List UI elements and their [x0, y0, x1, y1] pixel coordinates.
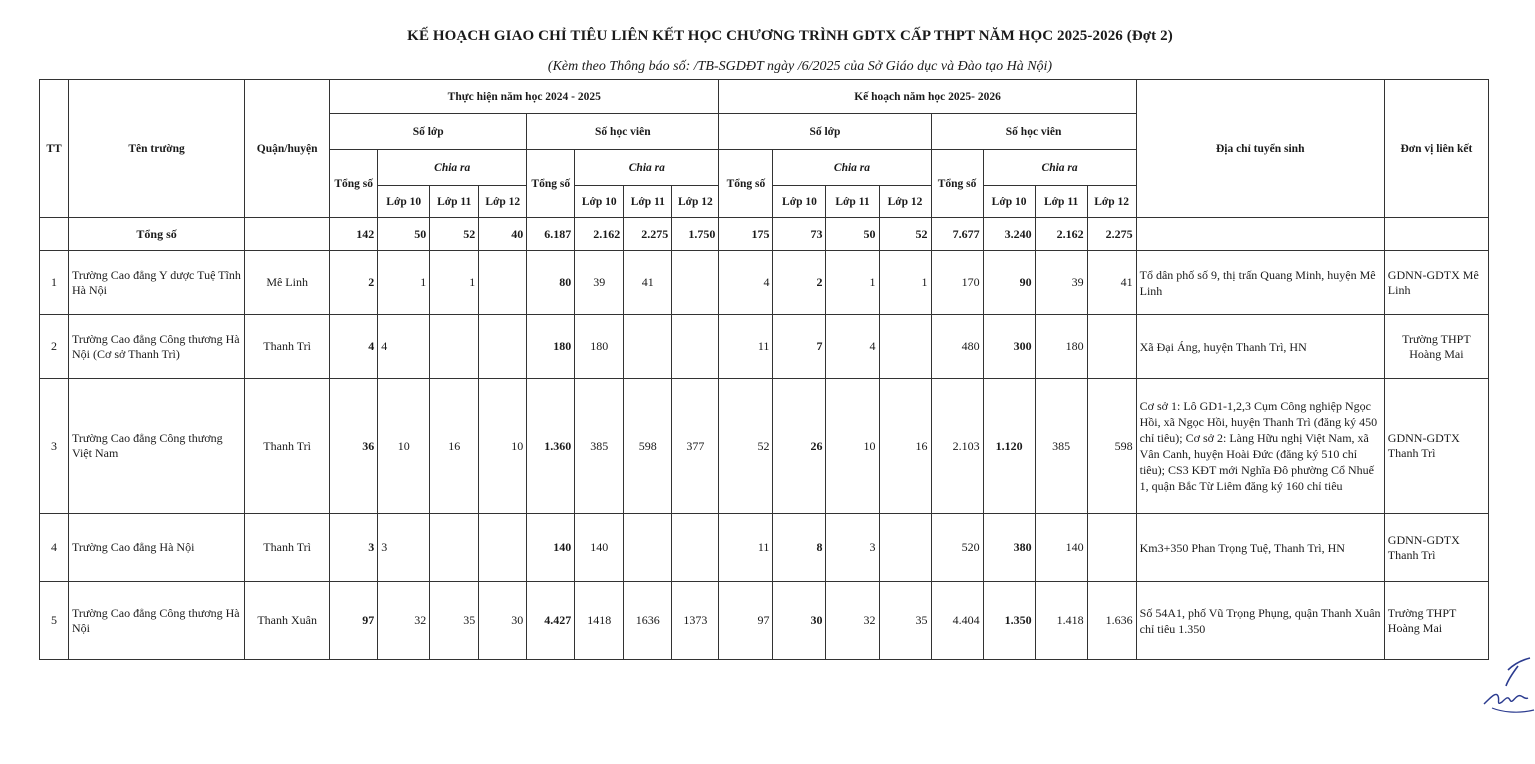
row-tt: 1: [40, 251, 69, 315]
row-cell: 180: [575, 315, 624, 379]
row-cell: 1418: [575, 582, 624, 660]
col-header-students-2024: Số học viên: [527, 114, 719, 150]
totals-label: Tổng số: [69, 218, 245, 251]
row-school: Trường Cao đẳng Công thương Hà Nội: [69, 582, 245, 660]
row-cell: 97: [330, 582, 378, 660]
enrollment-plan-table: [39, 79, 1489, 660]
totals-cell: 175: [719, 218, 773, 251]
row-cell: 8: [773, 514, 826, 582]
col-header-split: Chia ra: [378, 150, 527, 186]
row-cell: [479, 251, 527, 315]
row-cell: 1.350: [983, 582, 1035, 660]
row-school: Trường Cao đẳng Công thương Hà Nội (Cơ sở Thanh Trì): [69, 315, 245, 379]
col-header-grade10: Lớp 10: [575, 186, 624, 218]
row-cell: [430, 514, 479, 582]
totals-cell: 1.750: [672, 218, 719, 251]
row-cell: [1087, 514, 1136, 582]
row-cell: 2: [773, 251, 826, 315]
row-cell: 180: [1035, 315, 1087, 379]
col-header-school: Tên trường: [69, 80, 245, 218]
row-cell: 26: [773, 379, 826, 514]
totals-cell: 6.187: [527, 218, 575, 251]
row-address: Km3+350 Phan Trọng Tuệ, Thanh Trì, HN: [1136, 514, 1384, 582]
row-cell: 4.404: [931, 582, 983, 660]
row-cell: 598: [624, 379, 672, 514]
col-header-split: Chia ra: [773, 150, 931, 186]
row-school: Trường Cao đẳng Công thương Việt Nam: [69, 379, 245, 514]
col-header-total: Tổng số: [931, 150, 983, 218]
totals-cell: 142: [330, 218, 378, 251]
col-header-classes-2024: Số lớp: [330, 114, 527, 150]
row-cell: [430, 315, 479, 379]
row-cell: 7: [773, 315, 826, 379]
totals-cell: 2.162: [1035, 218, 1087, 251]
row-cell: 4: [719, 251, 773, 315]
totals-cell: 50: [826, 218, 879, 251]
row-cell: 1: [378, 251, 430, 315]
totals-cell: 50: [378, 218, 430, 251]
row-cell: 36: [330, 379, 378, 514]
totals-cell: 3.240: [983, 218, 1035, 251]
row-cell: 2: [330, 251, 378, 315]
row-cell: [479, 315, 527, 379]
totals-tt: [40, 218, 69, 251]
row-partner: Trường THPT Hoàng Mai: [1384, 582, 1488, 660]
row-cell: 180: [527, 315, 575, 379]
col-header-grade10: Lớp 10: [378, 186, 430, 218]
col-header-classes-2025: Số lớp: [719, 114, 931, 150]
row-cell: 1.360: [527, 379, 575, 514]
row-cell: 300: [983, 315, 1035, 379]
row-address: Số 54A1, phố Vũ Trọng Phụng, quận Thanh Xuân chỉ tiêu 1.350: [1136, 582, 1384, 660]
row-school: Trường Cao đẳng Hà Nội: [69, 514, 245, 582]
row-cell: 52: [719, 379, 773, 514]
row-cell: 4: [826, 315, 879, 379]
row-cell: 1: [826, 251, 879, 315]
col-header-total: Tổng số: [719, 150, 773, 218]
table-row: [40, 582, 1489, 660]
row-address: Tổ dân phố số 9, thị trấn Quang Minh, huyện Mê Linh: [1136, 251, 1384, 315]
row-cell: 1373: [672, 582, 719, 660]
col-header-grade12: Lớp 12: [1087, 186, 1136, 218]
col-header-grade11: Lớp 11: [1035, 186, 1087, 218]
row-district: Thanh Trì: [245, 514, 330, 582]
col-header-students-2025: Số học viên: [931, 114, 1136, 150]
row-cell: 4.427: [527, 582, 575, 660]
document-subtitle: (Kèm theo Thông báo số: /TB-SGDĐT ngày /6/2025 của Sở Giáo dục và Đào tạo Hà Nội): [547, 59, 1053, 74]
row-cell: [1087, 315, 1136, 379]
col-header-address: Địa chỉ tuyển sinh: [1136, 80, 1384, 218]
row-partner: GDNN-GDTX Mê Linh: [1384, 251, 1488, 315]
row-partner: GDNN-GDTX Thanh Trì: [1384, 379, 1488, 514]
table-row: [40, 251, 1489, 315]
row-cell: 1: [430, 251, 479, 315]
col-header-grade12: Lớp 12: [879, 186, 931, 218]
totals-cell: 52: [879, 218, 931, 251]
row-cell: 16: [879, 379, 931, 514]
row-cell: 140: [575, 514, 624, 582]
col-header-period-2025: Kế hoạch năm học 2025- 2026: [719, 80, 1136, 114]
row-district: Thanh Trì: [245, 379, 330, 514]
row-cell: 35: [430, 582, 479, 660]
row-address: Xã Đại Áng, huyện Thanh Trì, HN: [1136, 315, 1384, 379]
row-cell: 1: [879, 251, 931, 315]
col-header-split: Chia ra: [575, 150, 719, 186]
row-cell: 80: [527, 251, 575, 315]
row-cell: 41: [624, 251, 672, 315]
col-header-total: Tổng số: [527, 150, 575, 218]
row-cell: [672, 251, 719, 315]
col-header-grade10: Lớp 10: [773, 186, 826, 218]
row-cell: [479, 514, 527, 582]
row-district: Thanh Xuân: [245, 582, 330, 660]
totals-cell: 40: [479, 218, 527, 251]
row-cell: 30: [773, 582, 826, 660]
row-cell: 1.418: [1035, 582, 1087, 660]
row-cell: 520: [931, 514, 983, 582]
row-cell: 385: [575, 379, 624, 514]
row-cell: 39: [575, 251, 624, 315]
row-cell: 140: [527, 514, 575, 582]
row-cell: 4: [330, 315, 378, 379]
col-header-district: Quận/huyện: [245, 80, 330, 218]
row-address: Cơ sở 1: Lô GD1-1,2,3 Cụm Công nghiệp Ngọc Hồi, xã Ngọc Hồi, huyện Thanh Trì (đăng ký 450 chỉ tiêu); Cơ sở 2: Làng Hữu nghị Việt Nam, xã Vân Canh, huyện Hoài Đức (đăng ký 510 chỉ tiêu); CS3 KĐT mới Nghĩa Đô phường Cổ Nhuế 1, quận Bắc Từ Liêm đăng ký 160 chỉ tiêu: [1136, 379, 1384, 514]
totals-cell: 2.162: [575, 218, 624, 251]
totals-partner: [1384, 218, 1488, 251]
col-header-grade11: Lớp 11: [624, 186, 672, 218]
totals-cell: 73: [773, 218, 826, 251]
col-header-grade11: Lớp 11: [430, 186, 479, 218]
table-row: [40, 315, 1489, 379]
row-cell: 39: [1035, 251, 1087, 315]
signature-mark: [1478, 652, 1535, 722]
row-tt: 3: [40, 379, 69, 514]
row-tt: 5: [40, 582, 69, 660]
row-cell: 170: [931, 251, 983, 315]
row-cell: 1636: [624, 582, 672, 660]
col-header-grade12: Lớp 12: [479, 186, 527, 218]
row-cell: [672, 514, 719, 582]
row-cell: 35: [879, 582, 931, 660]
table-row: [40, 379, 1489, 514]
row-cell: 11: [719, 315, 773, 379]
document-title: KẾ HOẠCH GIAO CHỈ TIÊU LIÊN KẾT HỌC CHƯƠNG TRÌNH GDTX CẤP THPT NĂM HỌC 2025-2026 (Đợt 2): [407, 28, 1173, 44]
row-tt: 4: [40, 514, 69, 582]
row-district: Mê Linh: [245, 251, 330, 315]
row-cell: [624, 514, 672, 582]
row-cell: 380: [983, 514, 1035, 582]
row-cell: [672, 315, 719, 379]
row-partner: GDNN-GDTX Thanh Trì: [1384, 514, 1488, 582]
row-cell: 1.120: [983, 379, 1035, 514]
row-cell: 140: [1035, 514, 1087, 582]
table-row: [40, 514, 1489, 582]
row-partner: Trường THPT Hoàng Mai: [1384, 315, 1488, 379]
row-cell: 97: [719, 582, 773, 660]
row-cell: 10: [378, 379, 430, 514]
row-cell: 385: [1035, 379, 1087, 514]
totals-address: [1136, 218, 1384, 251]
col-header-period-2024: Thực hiện năm học 2024 - 2025: [330, 80, 719, 114]
row-cell: 2.103: [931, 379, 983, 514]
row-cell: [879, 514, 931, 582]
row-cell: 3: [826, 514, 879, 582]
row-cell: 11: [719, 514, 773, 582]
row-cell: 32: [378, 582, 430, 660]
col-header-partner: Đơn vị liên kết: [1384, 80, 1488, 218]
totals-row: [40, 218, 1489, 251]
row-cell: 480: [931, 315, 983, 379]
row-cell: 598: [1087, 379, 1136, 514]
row-cell: 4: [378, 315, 430, 379]
col-header-split: Chia ra: [983, 150, 1136, 186]
row-cell: 41: [1087, 251, 1136, 315]
row-cell: 32: [826, 582, 879, 660]
col-header-tt: TT: [40, 80, 69, 218]
row-cell: 16: [430, 379, 479, 514]
col-header-grade12: Lớp 12: [672, 186, 719, 218]
col-header-total: Tổng số: [330, 150, 378, 218]
row-cell: 10: [826, 379, 879, 514]
totals-district: [245, 218, 330, 251]
row-cell: 10: [479, 379, 527, 514]
totals-cell: 2.275: [1087, 218, 1136, 251]
row-district: Thanh Trì: [245, 315, 330, 379]
totals-cell: 2.275: [624, 218, 672, 251]
row-cell: 90: [983, 251, 1035, 315]
col-header-grade11: Lớp 11: [826, 186, 879, 218]
row-cell: 3: [378, 514, 430, 582]
row-cell: [624, 315, 672, 379]
totals-cell: 52: [430, 218, 479, 251]
row-cell: 377: [672, 379, 719, 514]
row-cell: 30: [479, 582, 527, 660]
col-header-grade10: Lớp 10: [983, 186, 1035, 218]
row-school: Trường Cao đẳng Y dược Tuệ Tĩnh Hà Nội: [69, 251, 245, 315]
totals-cell: 7.677: [931, 218, 983, 251]
row-cell: 3: [330, 514, 378, 582]
row-tt: 2: [40, 315, 69, 379]
row-cell: [879, 315, 931, 379]
row-cell: 1.636: [1087, 582, 1136, 660]
